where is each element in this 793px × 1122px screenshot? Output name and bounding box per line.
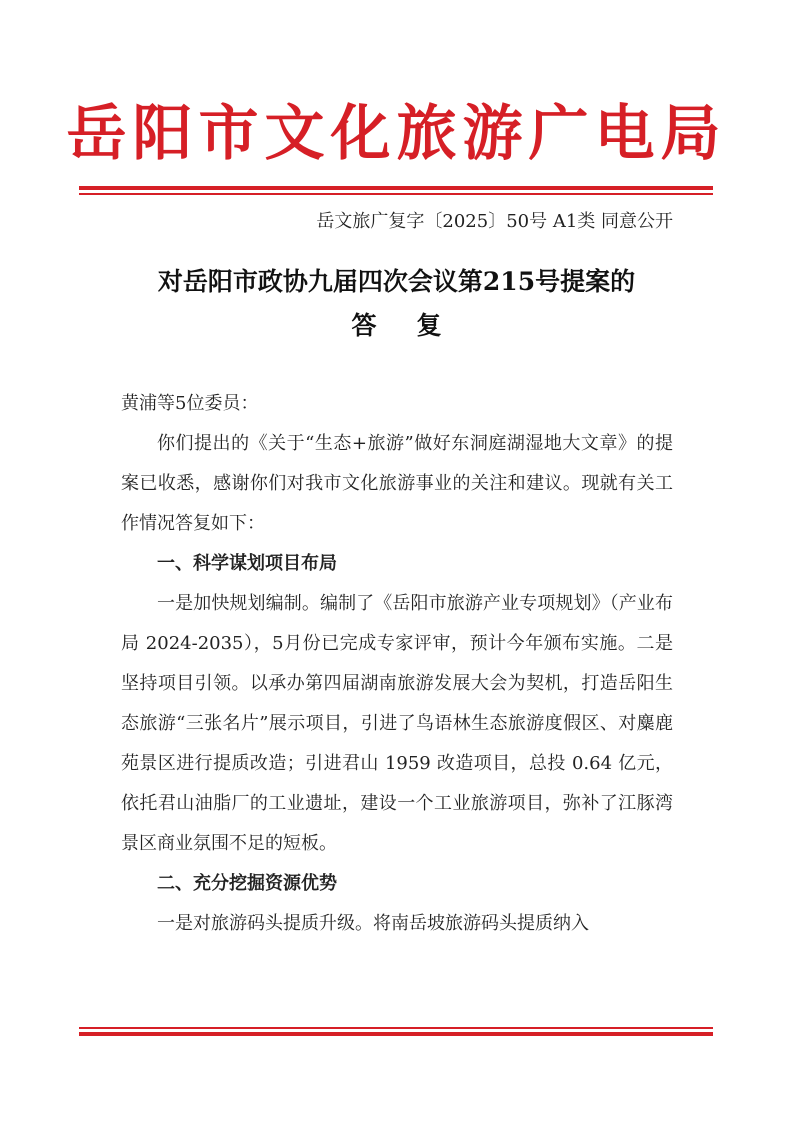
section1-heading: 一、科学谋划项目布局 xyxy=(157,553,337,574)
document-body xyxy=(121,384,673,944)
intro-paragraph: 你们提出的《关于“生态+旅游”做好东洞庭湖湿地大文章》的提案已收悉，感谢你们对我市文化旅游事业的关注和建议。现就有关工作情况答复如下： xyxy=(121,433,673,534)
header-red-rule-thick xyxy=(79,186,713,190)
header-red-rule-thin xyxy=(79,193,713,195)
salutation: 黄浦等5位委员： xyxy=(121,393,259,414)
reply-title-line1: 对岳阳市政协九届四次会议第215号提案的 xyxy=(157,267,636,296)
footer-red-rule-thick xyxy=(79,1032,713,1036)
footer-red-rule-thin xyxy=(79,1027,713,1029)
section2-heading: 二、充分挖掘资源优势 xyxy=(157,873,337,894)
reply-title-line2: 答复 xyxy=(351,311,482,340)
section1-paragraph: 一是加快规划编制。编制了《岳阳市旅游产业专项规划》（产业布局 2024-2035），5月份已完成专家评审，预计今年颁布实施。二是坚持项目引领。以承办第四届湖南旅游发展大会为契机，打造岳阳生态旅游“三张名片”展示项目，引进了鸟语林生态旅游度假区、对麋鹿苑景区进行提质改造；引进君山 1959 改造项目，总投 0.64 亿元，依托君山油脂厂的工业遗址，建设一个工业旅游项目，弥补了江豚湾景区商业氛围不足的短板。 xyxy=(121,593,673,854)
org-name-header: 岳阳市文化旅游广电局 xyxy=(66,99,727,169)
section2-paragraph: 一是对旅游码头提质升级。将南岳坡旅游码头提质纳入 xyxy=(157,913,589,934)
document-number: 岳文旅广复字〔2025〕50号 A1类 同意公开 xyxy=(316,211,673,232)
